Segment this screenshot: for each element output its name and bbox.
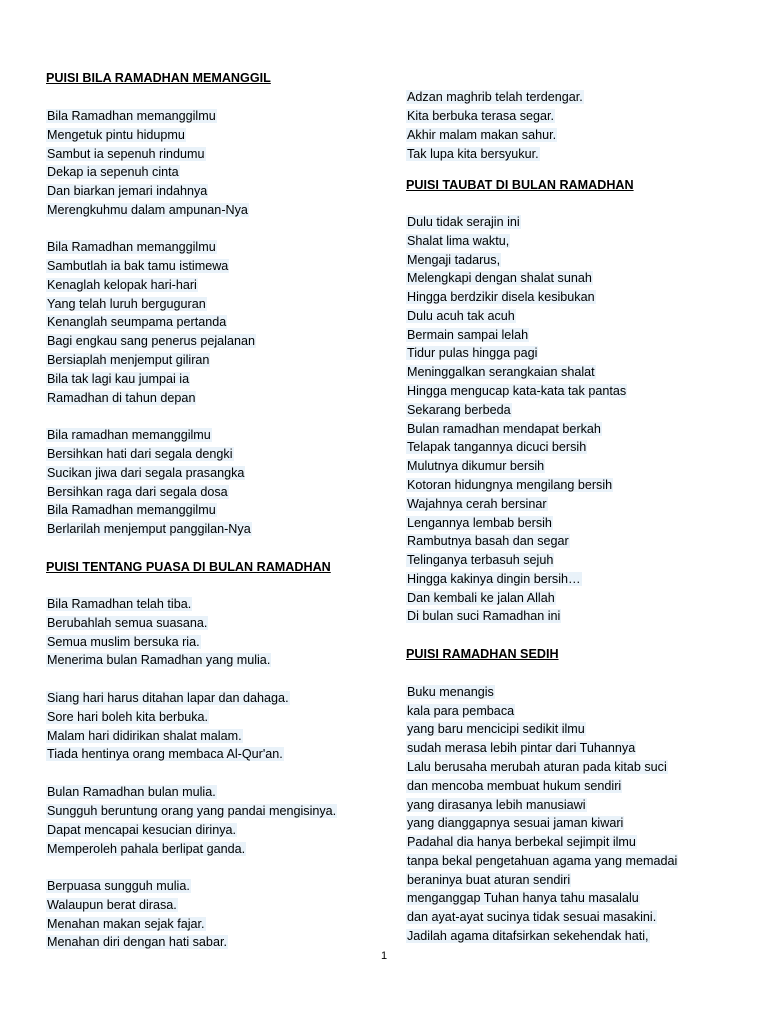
poem-line: Akhir malam makan sahur. <box>407 128 557 142</box>
poem-line: Hingga kakinya dingin bersih… <box>407 572 581 586</box>
page-number: 1 <box>380 950 388 962</box>
poem-line: Sambutlah ia bak tamu istimewa <box>47 259 229 273</box>
poem-line: Bulan Ramadhan bulan mulia. <box>47 785 216 799</box>
poem-line: Dekap ia sepenuh cinta <box>47 165 179 179</box>
poem-line: Shalat lima waktu, <box>407 234 510 248</box>
poem-line: Mengaji tadarus, <box>407 253 501 267</box>
poem-line: Memperoleh pahala berlipat ganda. <box>47 842 246 856</box>
poem-line: Di bulan suci Ramadhan ini <box>407 609 561 623</box>
poem-line: Kita berbuka terasa segar. <box>407 109 555 123</box>
poem-line: Jadilah agama ditafsirkan sekehendak hati, <box>407 929 649 943</box>
poem-line: Semua muslim bersuka ria. <box>47 635 200 649</box>
poem-line: Buku menangis <box>407 685 494 699</box>
poem-line: Kotoran hidungnya mengilang bersih <box>407 478 613 492</box>
poem-line: Telinganya terbasuh sejuh <box>407 553 554 567</box>
poem-line: Bagi engkau sang penerus pejalanan <box>47 334 255 348</box>
poem-line: beraninya buat aturan sendiri <box>407 873 571 887</box>
poem-line: Dan kembali ke jalan Allah <box>407 591 555 605</box>
poem-line: Siang hari harus ditahan lapar dan dahaga. <box>47 691 289 705</box>
poem-line: Sore hari boleh kita berbuka. <box>47 710 209 724</box>
poem-line: dan mencoba membuat hukum sendiri <box>407 779 622 793</box>
poem-line: Lengannya lembab bersih <box>407 516 552 530</box>
poem-line: yang baru mencicipi sedikit ilmu <box>407 722 585 736</box>
poem-line: Sekarang berbeda <box>407 403 511 417</box>
poem-line: yang dianggapnya sesuai jaman kiwari <box>407 816 624 830</box>
poem-line: menganggap Tuhan hanya tahu masalalu <box>407 891 639 905</box>
poem-title: PUISI RAMADHAN SEDIH <box>406 647 559 661</box>
poem-line: Bila tak lagi kau jumpai ia <box>47 372 190 386</box>
poem-line: Mulutnya dikumur bersih <box>407 459 545 473</box>
poem-line: Walaupun berat dirasa. <box>47 898 177 912</box>
poem-line: Bersihkan hati dari segala dengki <box>47 447 233 461</box>
poem-line: Berubahlah semua suasana. <box>47 616 208 630</box>
poem-line: Bermain sampai lelah <box>407 328 529 342</box>
poem-line: Kenanglah seumpama pertanda <box>47 315 227 329</box>
poem-line: Dapat mencapai kesucian dirinya. <box>47 823 237 837</box>
poem-line: Sambut ia sepenuh rindumu <box>47 147 205 161</box>
poem-line: Bila ramadhan memanggilmu <box>47 428 211 442</box>
poem-line: Tiada hentinya orang membaca Al-Qur'an. <box>47 747 283 761</box>
poem-line: Tidur pulas hingga pagi <box>407 346 538 360</box>
poem-title: PUISI TAUBAT DI BULAN RAMADHAN <box>406 178 634 192</box>
poem-line: Hingga mengucap kata-kata tak pantas <box>407 384 627 398</box>
poem-line: Berlarilah menjemput panggilan-Nya <box>47 522 251 536</box>
poem-line: Dan biarkan jemari indahnya <box>47 184 208 198</box>
poem-line: Sucikan jiwa dari segala prasangka <box>47 466 245 480</box>
poem-line: Rambutnya basah dan segar <box>407 534 569 548</box>
poem-line: dan ayat-ayat sucinya tidak sesuai masakini. <box>407 910 657 924</box>
poem-title: PUISI TENTANG PUASA DI BULAN RAMADHAN <box>46 560 331 574</box>
poem-line: Sungguh beruntung orang yang pandai mengisinya. <box>47 804 337 818</box>
poem-line: Tak lupa kita bersyukur. <box>407 147 539 161</box>
poem-line: Hingga berdzikir disela kesibukan <box>407 290 595 304</box>
poem-line: Yang telah luruh berguguran <box>47 297 206 311</box>
poem-line: Dulu acuh tak acuh <box>407 309 515 323</box>
poem-line: Malam hari didirikan shalat malam. <box>47 729 242 743</box>
poem-line: Padahal dia hanya berbekal sejimpit ilmu <box>407 835 636 849</box>
poem-line: yang dirasanya lebih manusiawi <box>407 798 586 812</box>
poem-line: sudah merasa lebih pintar dari Tuhannya <box>407 741 636 755</box>
poem-line: kala para pembaca <box>407 704 515 718</box>
poem-line: Berpuasa sungguh mulia. <box>47 879 190 893</box>
poem-line: Bulan ramadhan mendapat berkah <box>407 422 601 436</box>
poem-line: Menahan diri dengan hati sabar. <box>47 935 227 949</box>
poem-line: Mengetuk pintu hidupmu <box>47 128 185 142</box>
poem-line: Lalu berusaha merubah aturan pada kitab suci <box>407 760 667 774</box>
poem-title: PUISI BILA RAMADHAN MEMANGGIL <box>46 71 271 85</box>
poem-line: Bila Ramadhan memanggilmu <box>47 240 216 254</box>
poem-line: Meninggalkan serangkaian shalat <box>407 365 595 379</box>
poem-line: Melengkapi dengan shalat sunah <box>407 271 592 285</box>
poem-line: tanpa bekal pengetahuan agama yang memadai <box>407 854 678 868</box>
poem-line: Kenaglah kelopak hari-hari <box>47 278 197 292</box>
poem-line: Menahan makan sejak fajar. <box>47 917 205 931</box>
poem-line: Bersiaplah menjemput giliran <box>47 353 210 367</box>
poem-line: Menerima bulan Ramadhan yang mulia. <box>47 653 271 667</box>
poem-line: Bersihkan raga dari segala dosa <box>47 485 228 499</box>
poem-line: Bila Ramadhan memanggilmu <box>47 109 216 123</box>
poem-line: Bila Ramadhan memanggilmu <box>47 503 216 517</box>
poem-line: Adzan maghrib telah terdengar. <box>407 90 583 104</box>
poem-line: Ramadhan di tahun depan <box>47 391 196 405</box>
poem-line: Dulu tidak serajin ini <box>407 215 520 229</box>
poem-line: Merengkuhmu dalam ampunan-Nya <box>47 203 248 217</box>
poem-line: Telapak tangannya dicuci bersih <box>407 440 587 454</box>
poem-line: Wajahnya cerah bersinar <box>407 497 547 511</box>
poem-line: Bila Ramadhan telah tiba. <box>47 597 192 611</box>
